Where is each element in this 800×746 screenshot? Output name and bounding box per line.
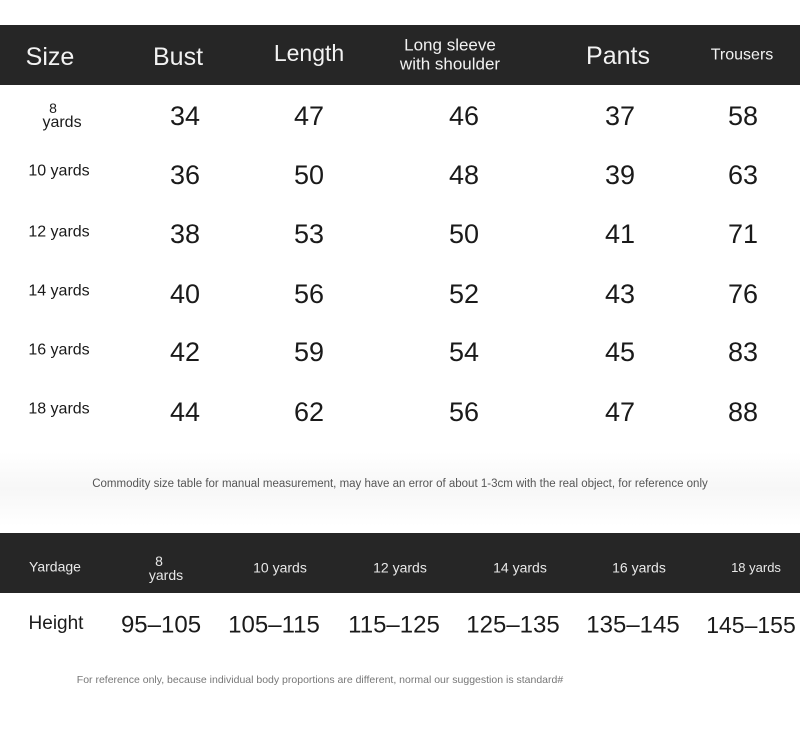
cell-long-sleeve: 50: [448, 218, 480, 249]
row-size-line2: yards: [42, 114, 82, 131]
row-size-label: 10 yards: [28, 162, 90, 180]
cell-long-sleeve: 48: [448, 159, 480, 190]
row-size-label: 14 yards: [28, 282, 90, 300]
cell-long-sleeve: 54: [448, 336, 480, 367]
height-range: 135–145: [586, 611, 680, 639]
cell-length: 56: [293, 278, 325, 309]
cell-length: 59: [293, 336, 325, 367]
header-long-sleeve-line1: Long sleeve: [404, 35, 496, 55]
cell-pants: 41: [604, 218, 636, 249]
cell-trousers: 58: [727, 100, 759, 131]
height-range: 95–105: [120, 611, 202, 639]
header-trousers: Trousers: [710, 46, 774, 64]
header-yard-8-line2: yards: [148, 567, 184, 583]
header-yard-8: [149, 554, 183, 582]
size-table-header: [0, 25, 800, 85]
row-size-label: 18 yards: [28, 400, 90, 418]
size-table-note: Commodity size table for manual measurement, may have an error of about 1-3cm with the real object, for reference only: [92, 478, 708, 490]
cell-long-sleeve: 56: [448, 396, 480, 427]
cell-bust: 36: [169, 159, 201, 190]
header-yard-14: 14 yards: [493, 559, 547, 576]
height-label: Height: [28, 613, 84, 635]
row-size-line1: 8: [49, 100, 57, 116]
height-range: 125–135: [466, 611, 560, 639]
cell-bust: 40: [169, 278, 201, 309]
row-size-label: [42, 101, 81, 131]
height-range: 115–125: [348, 611, 440, 639]
header-length: Length: [273, 39, 345, 66]
header-size: Size: [25, 42, 75, 71]
header-yardage: Yardage: [29, 558, 81, 575]
cell-pants: 45: [604, 336, 636, 367]
header-yard-12: 12 yards: [373, 559, 427, 576]
cell-length: 53: [293, 218, 325, 249]
cell-pants: 43: [604, 278, 636, 309]
cell-bust: 34: [169, 100, 201, 131]
cell-trousers: 83: [727, 336, 759, 367]
cell-pants: 37: [604, 100, 636, 131]
cell-trousers: 63: [727, 159, 759, 190]
cell-trousers: 76: [727, 278, 759, 309]
header-long-sleeve: [400, 36, 500, 73]
height-range: 105–115: [228, 611, 320, 639]
cell-length: 50: [293, 159, 325, 190]
cell-length: 62: [293, 396, 325, 427]
cell-pants: 47: [604, 396, 636, 427]
header-yard-10: 10 yards: [253, 559, 307, 576]
header-bust: Bust: [152, 42, 204, 71]
cell-long-sleeve: 52: [448, 278, 480, 309]
header-pants: Pants: [586, 41, 650, 70]
cell-trousers: 71: [727, 218, 759, 249]
cell-bust: 44: [169, 396, 201, 427]
header-long-sleeve-line2: with shoulder: [399, 54, 501, 73]
cell-length: 47: [293, 100, 325, 131]
height-range: 145–155: [706, 611, 796, 638]
cell-pants: 39: [604, 159, 636, 190]
header-yard-8-line1: 8: [155, 553, 163, 569]
height-table-header: [0, 533, 800, 593]
cell-bust: 42: [169, 336, 201, 367]
cell-trousers: 88: [727, 396, 759, 427]
height-table-note: For reference only, because individual body proportions are different, normal our suggestion is standard#: [76, 674, 564, 686]
header-yard-18: 18 yards: [731, 560, 781, 576]
header-yard-16: 16 yards: [612, 559, 666, 576]
cell-long-sleeve: 46: [448, 100, 480, 131]
cell-bust: 38: [169, 218, 201, 249]
row-size-label: 16 yards: [28, 341, 90, 359]
row-size-label: 12 yards: [28, 223, 90, 241]
